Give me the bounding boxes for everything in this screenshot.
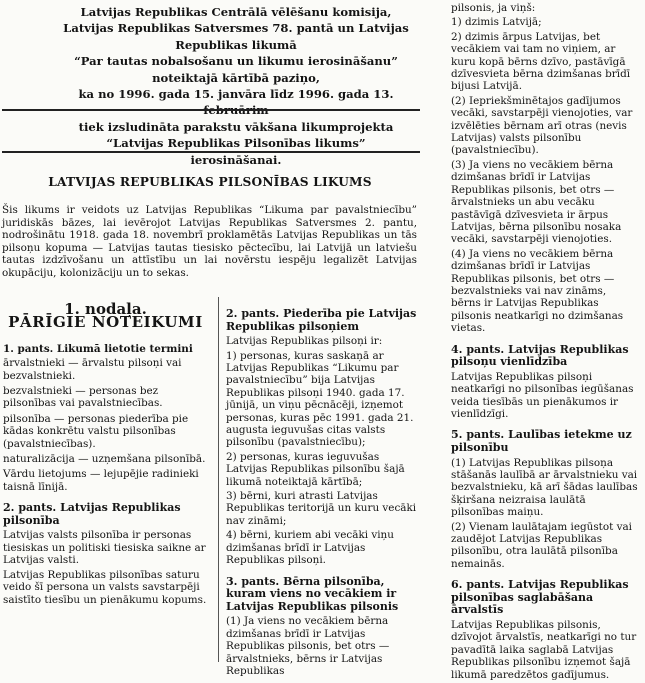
article-1-heading: 1. pants. Likumā lietotie termini	[3, 342, 193, 355]
article-2-text-left-b: Latvijas Republikas pilsonības saturu veido šī persona un valsts savstarpēji saistīto tiesību un pienākumu kopums.	[3, 568, 207, 606]
chapter-number: 1. nodaļa.	[64, 300, 147, 318]
article-3-continuation: pilsonis, ja viņš:	[451, 2, 536, 14]
announcement-line-3: “Par tautas nobalsošanu un likumu ierosināšanu” noteiktajā kārtībā paziņo,	[74, 54, 398, 85]
article-3-text: (1) Ja viens no vecākiem bērna dzimšanas brīdī ir Latvijas Republikas pilsonis, bet otrs — ārvalstnieks, bērns ir Latvijas Republikas	[226, 615, 390, 677]
article-3-item: (3) Ja viens no vecākiem bērna dzimšanas brīdī ir Latvijas Republikas pilsonis, bet otrs — ārvalstnieks un abu vecāku pastāvīgā dzīvesvieta ir ārpus Latvijas, bērna pilsonību nosaka vecāki, savstarpēji vienojoties.	[451, 158, 622, 246]
column-divider	[218, 297, 219, 662]
article-3-item: 2) dzimis ārpus Latvijas, bet vecākiem vai tam no viņiem, ar kuru kopā bērns dzīvo, pastāvīgā dzīvesvieta bērna dzimšanas brīdī bijusi Latvijā.	[451, 30, 631, 93]
middle-column	[226, 308, 418, 679]
announcement-line-4: ka no 1996. gada 15. janvāra līdz 1996. gada 13.	[78, 87, 394, 102]
article-3-item: 1) dzimis Latvijā;	[451, 16, 542, 29]
announcement-line-1: Latvijas Republikas Centrālā vēlēšanu komisija,	[80, 5, 392, 19]
article-2-item: 4) bērni, kuriem abi vecāki viņu dzimšanas brīdī ir Latvijas Republikas pilsoņi.	[226, 529, 394, 567]
article-6-text: Latvijas Republikas pilsonis, dzīvojot ārvalstīs, neatkarīgi no tur pavadītā laika saglabā Latvijas Republikas pilsonību izņemot šajā likumā paredzētos gadījumus.	[451, 619, 637, 681]
article-5-item: (2) Vienam laulātajam iegūstot vai zaudējot Latvijas Republikas pilsonību, otra laulātā pilsonība nemainās.	[451, 520, 632, 570]
article-3-item: (4) Ja viens no vecākiem bērna dzimšanas brīdī ir Latvijas Republikas pilsonis, bet otrs — bezvalstnieks vai nav zināms, bērns ir Latvijas Republikas pilsonis neatkarīgi no dzimšanas vietas.	[451, 247, 624, 335]
article-3-item: (2) Iepriekšminētajos gadījumos vecāki, savstarpēji vienojoties, var izvēlēties bērnam arī otras (nevis Latvijas) valsts pilsonību (pavalstniecību).	[451, 94, 633, 157]
article-5-item: (1) Latvijas Republikas pilsoņa stāšanās laulībā ar ārvalstnieku vai bezvalstnieku, kā arī šādas laulības šķiršana neizraisa laulātā pilsonības maiņu.	[451, 456, 638, 519]
announcement-line-6: “Latvijas Republikas Pilsonības likums” ierosināšanai.	[106, 136, 366, 167]
top-divider-rule	[2, 109, 420, 111]
article-2-text-left: Latvijas valsts pilsonība ir personas tiesiskas un politiski tiesiska saikne ar Latvijas valsti.	[3, 529, 206, 567]
definition-item: Vārdu lietojums — lejupējie radinieki taisnā līnijā.	[3, 468, 199, 493]
article-2-heading-left: 2. pants. Latvijas Republikas pilsonība	[3, 501, 181, 527]
chapter-title: PĀRĪGIE NOTEIKUMI	[8, 313, 203, 332]
definition-item: ārvalstnieki — ārvalstu pilsoņi vai bezvalstnieki.	[3, 357, 182, 382]
article-5-heading: 5. pants. Laulības ietekme uz pilsonību	[451, 428, 632, 454]
article-2-item: 1) personas, kuras saskaņā ar Latvijas Republikas “Likumu par pavalstniecību” bija Latvijas Republikas pilsoņi 1940. gada 17. jūnijā, un viņu pēcnācēji, izņemot personas, kuras pēc 1991. gada 21. augusta ieguvušas citas valsts pilsonību (pavalstniecību);	[226, 349, 414, 449]
announcement-block	[60, 4, 412, 168]
article-2-item: 2) personas, kuras ieguvušas Latvijas Republikas pilsonību šajā likumā noteiktajā kārtībā;	[226, 450, 405, 488]
article-2-item: 3) bērni, kuri atrasti Latvijas Republikas teritorijā un kuru vecāki nav zināmi;	[226, 490, 417, 527]
law-title: LATVIJAS REPUBLIKAS PILSONĪBAS LIKUMS	[48, 175, 372, 189]
definition-item: bezvalstnieki — personas bez pilsonības vai pavalstniecības.	[3, 385, 163, 410]
article-4-heading: 4. pants. Latvijas Republikas pilsoņu vienlīdzība	[451, 342, 629, 369]
definition-item: naturalizācija — uzņemšana pilsonībā.	[3, 453, 206, 466]
article-4-text: Latvijas Republikas pilsoņi neatkarīgi no pilsonības iegūšanas veida tiesībās un pienākumos ir vienlīdzīgi.	[451, 370, 634, 420]
article-2-heading: 2. pants. Piederība pie Latvijas Republikas pilsoņiem	[226, 307, 417, 333]
left-column	[3, 300, 208, 608]
bottom-divider-rule	[2, 151, 420, 153]
announcement-line-2: Latvijas Republikas Satversmes 78. pantā un Latvijas Republikas likumā	[63, 21, 409, 52]
announcement-line-5: tiek izsludināta parakstu vākšana likumprojekta	[78, 119, 394, 134]
definition-item: pilsonība — personas piederība pie kādas konkrētu valstu pilsonības (pavalstniecības).	[3, 412, 189, 450]
article-6-heading: 6. pants. Latvijas Republikas pilsonības saglabāšana ārvalstīs	[451, 578, 629, 617]
article-3-heading: 3. pants. Bērna pilsonība, kuram viens no vecākiem ir Latvijas Republikas pilsonis	[226, 574, 399, 613]
article-2-intro: Latvijas Republikas pilsoņi ir:	[226, 335, 383, 348]
preamble-paragraph: Šis likums ir veidots uz Latvijas Republikas “Likuma par pavalstniecību” juridiskās bāzes, lai ievērojot Latvijas Republikas Satversmes 2. pantu, nodrošinātu 1918. gada 18. novembrī proklamētās Latvijas Republikas un tās pilsoņu kopuma — Latvijas tautas tiesisko pēctecību, lai Latvijā un latviešu tautas izdzīvošanu un attīstību un lai novērstu iespēju legalizēt Latvijas okupāciju, kolonizāciju un to sekas.	[2, 204, 417, 279]
right-column	[451, 2, 639, 683]
